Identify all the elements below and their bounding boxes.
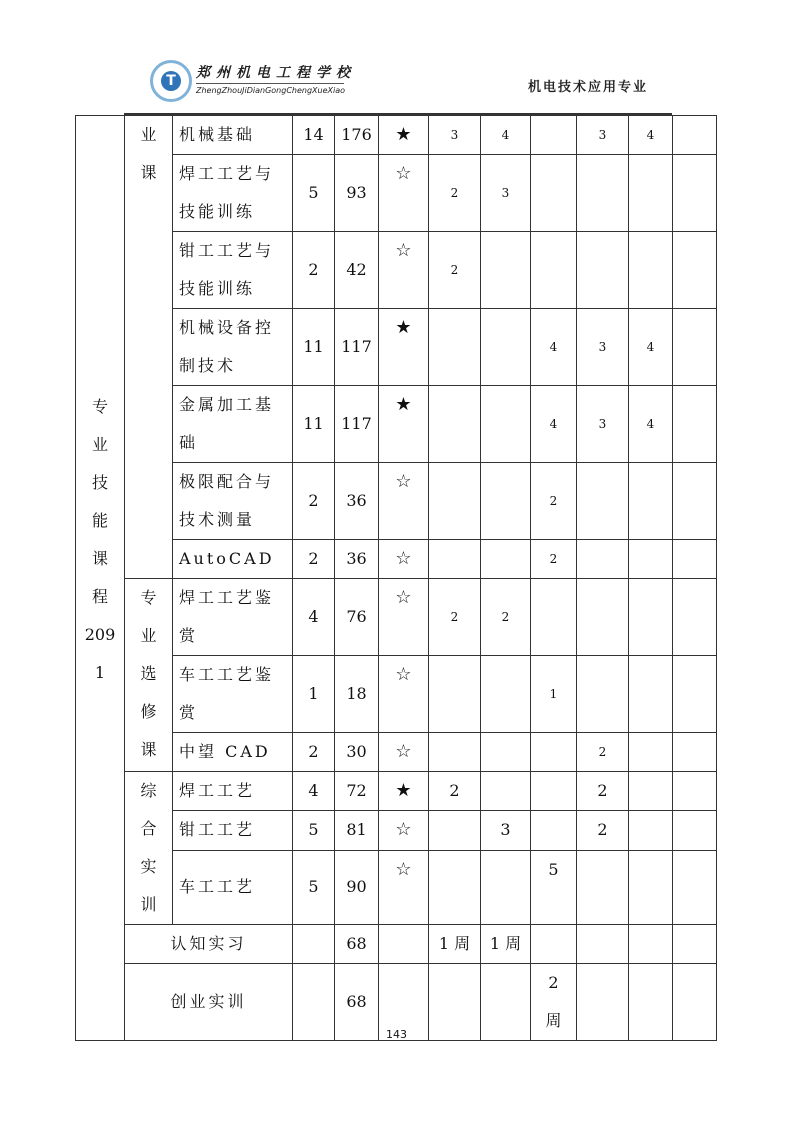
semester-hours-s6 xyxy=(673,579,717,656)
credit-cell: 1 xyxy=(293,656,335,733)
semester-hours-s4: 2 xyxy=(577,733,629,772)
course-name-line: 技能训练 xyxy=(179,279,256,298)
group-elective-char: 专 xyxy=(140,588,157,607)
course-name-line: 技能训练 xyxy=(179,202,256,221)
semester-hours-s1 xyxy=(429,811,481,850)
semester-hours-s1: 2 xyxy=(429,232,481,309)
course-type-mark: ☆ xyxy=(379,656,429,733)
table-row xyxy=(76,656,717,733)
semester-hours-s4 xyxy=(577,925,629,964)
group-core-char: 课 xyxy=(140,163,157,182)
major-title: 机电技术应用专业 xyxy=(528,80,649,95)
semester-hours-s1: 3 xyxy=(429,116,481,155)
course-name xyxy=(173,463,293,540)
semester-hours-s2 xyxy=(481,540,531,579)
semester-hours-s2 xyxy=(481,656,531,733)
semester-hours-s1: 2 xyxy=(429,579,481,656)
course-type-mark: ★ xyxy=(379,309,429,386)
semester-hours-line: 周 xyxy=(545,1011,562,1030)
table-row xyxy=(76,309,717,386)
course-name-line: 焊工工艺鉴 xyxy=(179,588,275,607)
group-practice xyxy=(125,772,173,925)
semester-hours-s3 xyxy=(531,579,577,656)
semester-hours-s1 xyxy=(429,463,481,540)
table-row xyxy=(76,232,717,309)
logo-glyph: T xyxy=(166,73,176,89)
credit-cell: 4 xyxy=(293,579,335,656)
course-type-mark: ☆ xyxy=(379,579,429,656)
semester-hours-s2 xyxy=(481,733,531,772)
page-number: 143 xyxy=(386,1028,407,1041)
semester-hours-s4 xyxy=(577,540,629,579)
course-name-line: AutoCAD xyxy=(179,549,275,568)
semester-hours-s1 xyxy=(429,540,481,579)
category-label-char: 专 xyxy=(91,397,108,416)
semester-hours-s1: 1 周 xyxy=(429,925,481,964)
semester-hours-s3: 4 xyxy=(531,386,577,463)
semester-hours-s3 xyxy=(531,733,577,772)
semester-hours-s4 xyxy=(577,463,629,540)
semester-hours-s3: 1 xyxy=(531,656,577,733)
table-row xyxy=(76,540,717,579)
credit-cell: 11 xyxy=(293,386,335,463)
hours-cell: 117 xyxy=(335,386,379,463)
semester-hours-s6 xyxy=(673,232,717,309)
hours-cell: 72 xyxy=(335,772,379,811)
course-name-line: 金属加工基 xyxy=(179,395,275,414)
course-name-line: 赏 xyxy=(179,626,199,645)
course-name-line: 车工工艺鉴 xyxy=(179,665,275,684)
semester-hours-s5: 4 xyxy=(629,386,673,463)
table-row xyxy=(76,116,717,155)
course-name-line: 极限配合与 xyxy=(179,472,275,491)
curriculum-table xyxy=(75,115,717,1041)
credit-cell: 2 xyxy=(293,540,335,579)
course-name xyxy=(173,656,293,733)
hours-cell: 36 xyxy=(335,540,379,579)
semester-hours-s5 xyxy=(629,925,673,964)
semester-hours-s4: 3 xyxy=(577,386,629,463)
hours-cell: 90 xyxy=(335,850,379,925)
page-header xyxy=(0,0,793,115)
semester-hours-s6 xyxy=(673,116,717,155)
course-name-line: 中望 CAD xyxy=(179,742,271,761)
semester-hours-s5 xyxy=(629,811,673,850)
course-name xyxy=(173,733,293,772)
category-label-char: 209 xyxy=(84,625,116,644)
credit-cell: 2 xyxy=(293,232,335,309)
semester-hours-s6 xyxy=(673,772,717,811)
semester-hours-s6 xyxy=(673,733,717,772)
semester-hours-s3: 2 xyxy=(531,463,577,540)
table-row xyxy=(76,155,717,232)
group-practice-char: 实 xyxy=(140,857,157,876)
semester-hours-s5 xyxy=(629,155,673,232)
course-name xyxy=(173,309,293,386)
semester-hours-s3: 4 xyxy=(531,309,577,386)
semester-hours-s1 xyxy=(429,850,481,925)
semester-hours-s2: 4 xyxy=(481,116,531,155)
semester-hours-s2 xyxy=(481,463,531,540)
course-type-mark: ☆ xyxy=(379,463,429,540)
semester-hours-s5 xyxy=(629,656,673,733)
group-elective-char: 业 xyxy=(140,626,157,645)
table-row xyxy=(76,463,717,540)
course-name xyxy=(173,116,293,155)
semester-hours-s4 xyxy=(577,579,629,656)
category-label-char: 业 xyxy=(91,435,108,454)
table-row xyxy=(76,925,717,964)
hours-cell: 42 xyxy=(335,232,379,309)
course-type-mark: ★ xyxy=(379,772,429,811)
semester-hours-s6 xyxy=(673,656,717,733)
semester-hours-s6 xyxy=(673,850,717,925)
course-type-mark: ☆ xyxy=(379,811,429,850)
semester-hours-s4 xyxy=(577,656,629,733)
hours-cell: 18 xyxy=(335,656,379,733)
credit-cell: 5 xyxy=(293,850,335,925)
course-name xyxy=(173,232,293,309)
course-type-mark: ☆ xyxy=(379,232,429,309)
semester-hours-s5 xyxy=(629,540,673,579)
category-label-char: 程 xyxy=(91,587,108,606)
semester-hours-s4 xyxy=(577,232,629,309)
credit-cell: 11 xyxy=(293,309,335,386)
semester-hours-s4: 2 xyxy=(577,772,629,811)
semester-hours-s1 xyxy=(429,656,481,733)
semester-hours-s5: 4 xyxy=(629,116,673,155)
semester-hours-s2: 3 xyxy=(481,811,531,850)
course-type-mark: ☆ xyxy=(379,155,429,232)
semester-hours-s1: 2 xyxy=(429,155,481,232)
course-name-line: 技术测量 xyxy=(179,510,256,529)
course-name-line: 钳工工艺 xyxy=(179,820,256,840)
hours-cell: 117 xyxy=(335,309,379,386)
practice-name: 创业实训 xyxy=(125,964,293,1041)
hours-cell: 36 xyxy=(335,463,379,540)
course-name-line: 焊工工艺 xyxy=(179,781,256,801)
hours-cell: 68 xyxy=(335,925,379,964)
group-elective xyxy=(125,579,173,772)
semester-hours-s4 xyxy=(577,155,629,232)
course-name xyxy=(173,772,293,811)
semester-hours-s5 xyxy=(629,772,673,811)
category-label-char: 课 xyxy=(91,549,108,568)
course-type-mark: ☆ xyxy=(379,540,429,579)
semester-hours-s1 xyxy=(429,733,481,772)
course-type-mark: ★ xyxy=(379,386,429,463)
credit-cell: 2 xyxy=(293,463,335,540)
table-row xyxy=(76,386,717,463)
group-practice-char: 综 xyxy=(140,781,157,800)
semester-hours-s2: 1 周 xyxy=(481,925,531,964)
semester-hours-s5 xyxy=(629,232,673,309)
semester-hours-s1: 2 xyxy=(429,772,481,811)
course-name-line: 赏 xyxy=(179,703,199,722)
hours-cell: 93 xyxy=(335,155,379,232)
credit-cell: 5 xyxy=(293,155,335,232)
semester-hours-s5: 4 xyxy=(629,309,673,386)
table-row xyxy=(76,579,717,656)
category-label-char: 能 xyxy=(91,511,108,530)
semester-hours-s6 xyxy=(673,540,717,579)
semester-hours-s2: 3 xyxy=(481,155,531,232)
semester-hours-s5 xyxy=(629,463,673,540)
semester-hours-s5 xyxy=(629,579,673,656)
course-name xyxy=(173,579,293,656)
course-name-line: 础 xyxy=(179,433,199,452)
semester-hours-s5 xyxy=(629,850,673,925)
semester-hours-s6 xyxy=(673,811,717,850)
group-elective-char: 修 xyxy=(140,702,157,721)
semester-hours-s3 xyxy=(531,925,577,964)
semester-hours-s3: 2 xyxy=(531,540,577,579)
credit-cell xyxy=(293,925,335,964)
school-logo xyxy=(150,60,192,102)
course-name xyxy=(173,386,293,463)
hours-cell: 76 xyxy=(335,579,379,656)
hours-cell: 30 xyxy=(335,733,379,772)
school-name-rule xyxy=(196,83,344,84)
course-name xyxy=(173,540,293,579)
course-name-line: 制技术 xyxy=(179,356,237,375)
semester-hours-s2 xyxy=(481,386,531,463)
table-row xyxy=(76,850,717,925)
course-name xyxy=(173,155,293,232)
semester-hours-s4: 3 xyxy=(577,116,629,155)
table-row xyxy=(76,733,717,772)
semester-hours-s3 xyxy=(531,155,577,232)
semester-hours-s3 xyxy=(531,811,577,850)
practice-name: 认知实习 xyxy=(125,925,293,964)
semester-hours-s4 xyxy=(577,850,629,925)
semester-hours-s2 xyxy=(481,309,531,386)
school-name-en: ZhengZhouJiDianGongChengXueXiao xyxy=(196,86,346,95)
group-practice-char: 训 xyxy=(140,895,157,914)
course-type-mark: ★ xyxy=(379,116,429,155)
semester-hours-s4: 3 xyxy=(577,309,629,386)
group-core xyxy=(125,116,173,579)
table-row xyxy=(76,811,717,850)
course-name-line: 焊工工艺与 xyxy=(179,164,275,183)
category-label-char: 1 xyxy=(94,663,106,682)
course-name-line: 车工工艺 xyxy=(179,877,256,897)
credit-cell: 14 xyxy=(293,116,335,155)
semester-hours-s2: 2 xyxy=(481,579,531,656)
school-name-cn: 郑州机电工程学校 xyxy=(196,65,356,81)
credit-cell: 2 xyxy=(293,733,335,772)
course-type-mark xyxy=(379,925,429,964)
semester-hours-s6 xyxy=(673,309,717,386)
course-name-line: 钳工工艺与 xyxy=(179,241,275,260)
semester-hours-s6 xyxy=(673,463,717,540)
semester-hours-s3 xyxy=(531,772,577,811)
hours-cell: 176 xyxy=(335,116,379,155)
credit-cell: 4 xyxy=(293,772,335,811)
semester-hours-s3 xyxy=(531,116,577,155)
semester-hours-s3: 5 xyxy=(531,850,577,925)
group-practice-char: 合 xyxy=(140,819,157,838)
semester-hours-s1 xyxy=(429,386,481,463)
semester-hours-s6 xyxy=(673,155,717,232)
semester-hours-s1 xyxy=(429,309,481,386)
semester-hours-s4: 2 xyxy=(577,811,629,850)
course-name-line: 机械基础 xyxy=(179,125,256,144)
semester-hours-s5 xyxy=(629,733,673,772)
semester-hours-s3 xyxy=(531,232,577,309)
category-label-char: 技 xyxy=(91,473,108,492)
hours-cell: 68 xyxy=(335,964,379,1041)
semester-hours-s2 xyxy=(481,850,531,925)
group-core-char: 业 xyxy=(140,125,157,144)
course-name xyxy=(173,811,293,850)
course-type-mark: ☆ xyxy=(379,850,429,925)
semester-hours-s6 xyxy=(673,925,717,964)
semester-hours-s2 xyxy=(481,232,531,309)
course-type-mark: ☆ xyxy=(379,733,429,772)
course-name xyxy=(173,850,293,925)
category-label xyxy=(76,116,125,1041)
group-elective-char: 选 xyxy=(140,664,157,683)
group-elective-char: 课 xyxy=(140,740,157,759)
credit-cell: 5 xyxy=(293,811,335,850)
semester-hours-s2 xyxy=(481,772,531,811)
semester-hours-s6 xyxy=(673,386,717,463)
course-name-line: 机械设备控 xyxy=(179,318,275,337)
table-row xyxy=(76,772,717,811)
hours-cell: 81 xyxy=(335,811,379,850)
semester-hours-line: 2 xyxy=(548,973,559,992)
